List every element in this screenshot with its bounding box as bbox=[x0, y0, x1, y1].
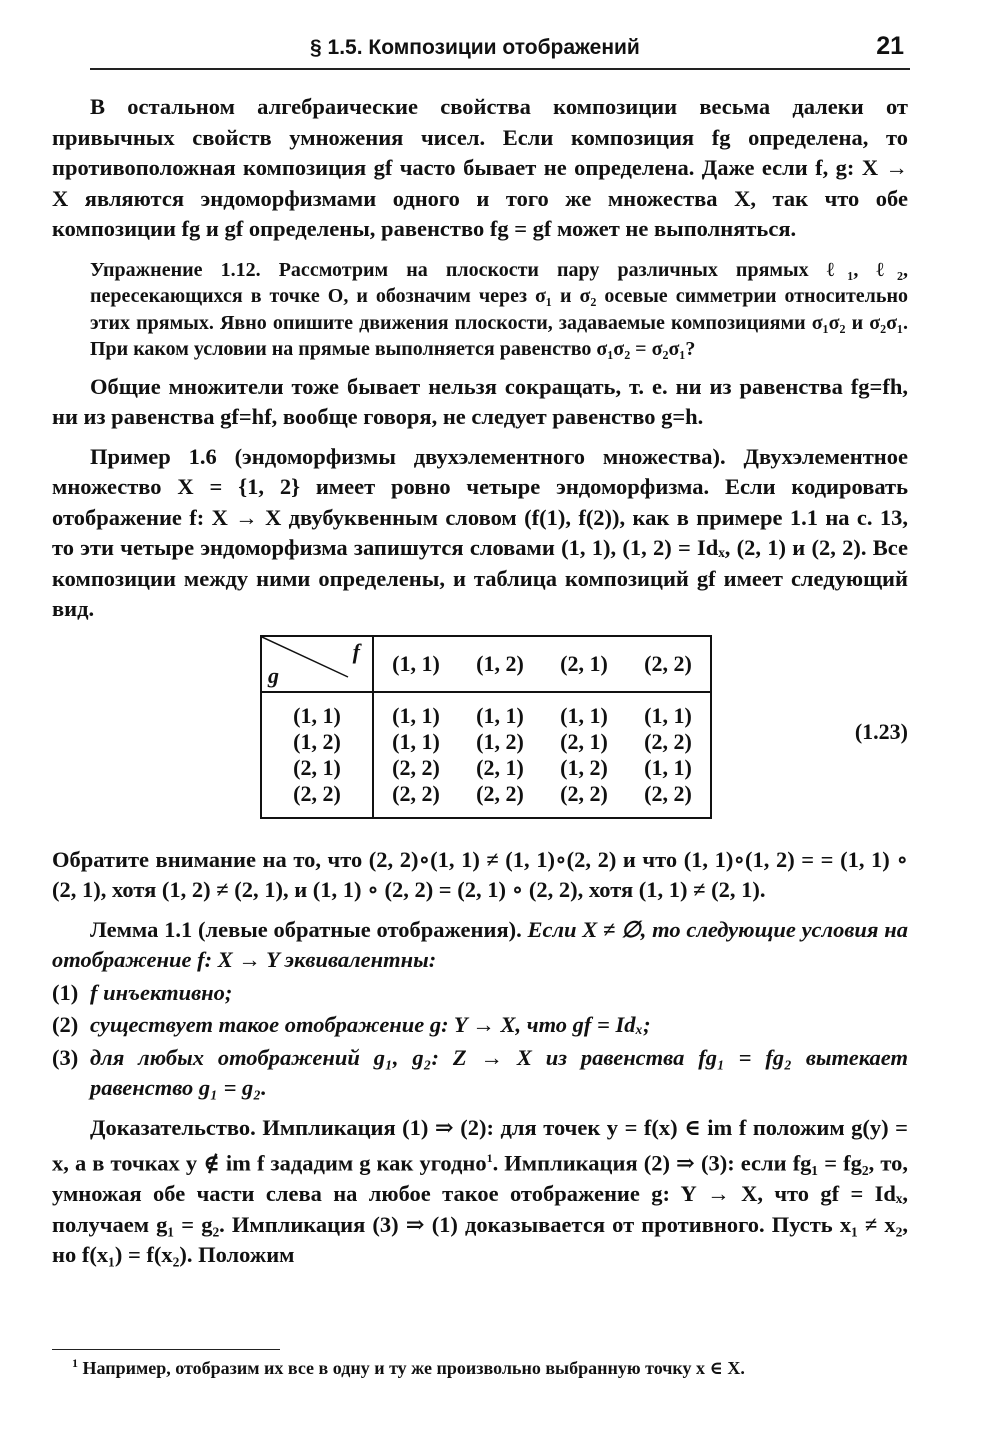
list-item-text: для любых отображений g₁, g₂: Z → X из равенства fg₁ = fg₂ вытекает равенство g₁ = g₂. bbox=[90, 1044, 908, 1100]
table-cell: (1, 2) bbox=[476, 728, 524, 754]
table-cell: (1, 1) bbox=[560, 702, 608, 728]
column-header: (2, 2) bbox=[626, 636, 711, 692]
composition-table bbox=[260, 635, 712, 819]
footnote-text: Например, отобразим их все в одну и ту же произвольно выбранную точку x ∈ X. bbox=[82, 1358, 745, 1378]
list-item bbox=[52, 978, 908, 1009]
column-header: (1, 2) bbox=[458, 636, 542, 692]
table-cell: (2, 2) bbox=[644, 780, 692, 806]
footnote bbox=[72, 1356, 892, 1379]
table-cell: (1, 1) bbox=[476, 702, 524, 728]
table-cell: (2, 2) bbox=[560, 780, 608, 806]
row-header: (1, 1) bbox=[261, 703, 373, 729]
table-row bbox=[261, 781, 711, 807]
column-header: (2, 1) bbox=[542, 636, 626, 692]
paragraph-note-noncommutative: Обратите внимание на то, что (2, 2)∘(1, 1) ≠ (1, 1)∘(2, 2) и что (1, 1)∘(1, 2) = = (1, 1) ∘ (2, 1), хотя (1, 2) ≠ (2, 1), и (1, 1) ∘ (2, 2) = (2, 1) ∘ (2, 2), хотя (1, 1) ≠ (2, 1). bbox=[52, 846, 908, 902]
table-cell: (2, 2) bbox=[644, 728, 692, 754]
list-item bbox=[52, 1010, 908, 1041]
example-label: Пример 1.6 bbox=[90, 443, 217, 469]
page-number: 21 bbox=[876, 32, 904, 60]
proof-label: Доказательство. bbox=[90, 1114, 256, 1140]
table-row bbox=[261, 729, 711, 755]
list-item-number: (2) bbox=[52, 1012, 79, 1037]
corner-label-g: g bbox=[268, 662, 279, 688]
composition-table-block bbox=[52, 635, 908, 845]
example-1-6 bbox=[52, 442, 908, 625]
table-cell: (2, 2) bbox=[392, 780, 440, 806]
table-corner-cell bbox=[261, 636, 373, 692]
list-item bbox=[52, 1043, 908, 1104]
table-cell: (1, 1) bbox=[392, 702, 440, 728]
proof-text-part1: Импликация (1) ⇒ (2): для точек y = f(x) ∈ im f положим g(y) = x, а в точках y ∉ im f зададим g как угодно bbox=[52, 1114, 908, 1176]
section-title: § 1.5. Композиции отображений bbox=[310, 36, 640, 59]
lemma-conditions-list bbox=[52, 978, 908, 1104]
column-header: (1, 1) bbox=[373, 636, 458, 692]
row-header: (2, 2) bbox=[261, 781, 373, 807]
paragraph-algebraic-properties: В остальном алгебраические свойства композиции весьма далеки от привычных свойств умножения чисел. Если композиция fg определена, то противоположная композиция gf часто бывает не определена. Даже если f, g: X → X являются эндоморфизмами одного и того же множества X, так что обе композиции fg и gf определены, равенство fg = gf может не выполняться. bbox=[52, 94, 908, 241]
table-cell: (2, 2) bbox=[392, 754, 440, 780]
table-cell: (2, 1) bbox=[476, 754, 524, 780]
example-text: (эндоморфизмы двухэлементного множества). Двухэлементное множество X = {1, 2} имеет ровно четыре эндоморфизма. Если кодировать отображение f: X → X двубуквенным словом (f(1), f(2)), как в примере 1.1 на с. 13, то эти четыре эндоморфизма запишутся словами (1, 1), (1, 2) = Idₓ, (2, 1) и (2, 2). Все композиции между ними определены, и таблица композиций gf имеет следующий вид. bbox=[52, 443, 908, 621]
row-header: (1, 2) bbox=[261, 729, 373, 755]
table-cell: (1, 1) bbox=[644, 754, 692, 780]
exercise-1-12 bbox=[52, 257, 908, 363]
table-cell: (2, 1) bbox=[560, 728, 608, 754]
footnote-number: 1 bbox=[72, 1356, 78, 1370]
paragraph-common-factors: Общие множители тоже бывает нельзя сокращать, т. е. ни из равенства fg=fh, ни из равенства gf=hf, вообще говоря, не следует равенство g=h. bbox=[52, 373, 908, 429]
table-cell: (1, 2) bbox=[560, 754, 608, 780]
exercise-label: Упражнение 1.12. bbox=[90, 258, 261, 281]
lemma-label: Лемма 1.1 bbox=[90, 916, 193, 942]
table-cell: (1, 1) bbox=[644, 702, 692, 728]
list-item-number: (3) bbox=[52, 1044, 79, 1070]
table-row bbox=[261, 703, 711, 729]
row-header: (2, 1) bbox=[261, 755, 373, 781]
proof bbox=[52, 1113, 908, 1271]
list-item-text: существует такое отображение g: Y → X, что gf = Idₓ; bbox=[90, 1012, 651, 1037]
table-row bbox=[261, 755, 711, 781]
proof-text-part2: . Импликация (2) ⇒ (3): если fg₁ = fg₂, то, умножая обе части слева на любое такое отображение g: Y → X, что gf = Idₓ, получаем g₁ = g₂. Импликация (3) ⇒ (1) доказывается от противного. Пусть x₁ ≠ x₂, но f(x₁) = f(x₂). Положим bbox=[52, 1150, 908, 1267]
table-cell: (2, 2) bbox=[476, 780, 524, 806]
list-item-number: (1) bbox=[52, 979, 79, 1005]
running-header bbox=[90, 32, 910, 70]
equation-number: (1.23) bbox=[854, 718, 908, 744]
list-item-text: f инъективно; bbox=[90, 979, 233, 1005]
table-cell: (1, 1) bbox=[392, 728, 440, 754]
page-body bbox=[52, 92, 908, 1271]
footnote-mark: 1 bbox=[486, 1151, 493, 1165]
lemma-statement: Если X ≠ ∅, то следующие условия на отображение f: X → Y эквивалентны: bbox=[52, 916, 908, 972]
lemma-1-1 bbox=[52, 915, 908, 976]
lemma-title: (левые обратные отображения). bbox=[197, 916, 522, 942]
exercise-text: Рассмотрим на плоскости пару различных прямых ℓ₁, ℓ₂, пересекающихся в точке O, и обозначим через σ₁ и σ₂ осевые симметрии относительно этих прямых. Явно опишите движения плоскости, задаваемые композициями σ₁σ₂ и σ₂σ₁. При каком условии на прямые выполняется равенство σ₁σ₂ = σ₂σ₁? bbox=[90, 258, 909, 360]
footnote-divider bbox=[52, 1349, 280, 1350]
corner-label-f: f bbox=[352, 638, 360, 664]
